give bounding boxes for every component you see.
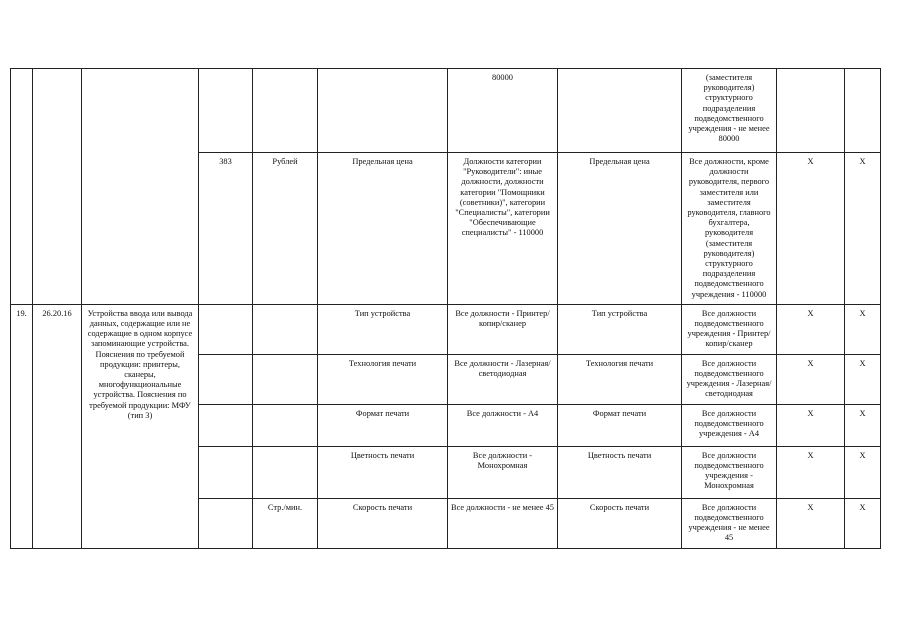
- cell-x2: X: [845, 304, 881, 354]
- cell-name: Устройства ввода или вывода данных, содержащие или не содержащие в одном корпусе запоминающие устройства. Пояснения по требуемой продукции: принтеры, сканеры, многофункциональные устройства. Пояснения по требуемой продукции: МФУ (тип 3): [82, 304, 199, 548]
- cell-unit: [253, 304, 318, 354]
- cell-num: [11, 153, 33, 305]
- cell-x1: X: [777, 498, 845, 548]
- cell-code-okei: [199, 354, 253, 404]
- cell-characteristic-2: Формат печати: [558, 404, 682, 446]
- cell-characteristic-2: Цветность печати: [558, 446, 682, 498]
- cell-x2: X: [845, 153, 881, 305]
- cell-characteristic: Цветность печати: [318, 446, 448, 498]
- table-row: [11, 304, 881, 354]
- cell-characteristic-2: Тип устройства: [558, 304, 682, 354]
- cell-unit: Рублей: [253, 153, 318, 305]
- cell-value: Все должности - Лазерная/светодиодная: [448, 354, 558, 404]
- cell-value-2: Все должности подведомственного учреждения - Принтер/копир/сканер: [682, 304, 777, 354]
- cell-code: [33, 69, 82, 153]
- cell-name: [82, 153, 199, 305]
- cell-value: Все должности - Принтер/копир/сканер: [448, 304, 558, 354]
- cell-unit: [253, 354, 318, 404]
- cell-value-2: Все должности подведомственного учреждения - Монохромная: [682, 446, 777, 498]
- cell-code-okei: [199, 304, 253, 354]
- cell-code-okei: [199, 446, 253, 498]
- cell-value: Все должности - Монохромная: [448, 446, 558, 498]
- cell-x2: X: [845, 498, 881, 548]
- cell-x2: X: [845, 446, 881, 498]
- cell-value: 80000: [448, 69, 558, 153]
- cell-value: Должности категории "Руководители": иные должности, должности категории "Помощники (советники)", категории "Специалисты", категории "Обеспечивающие специалисты" - 110000: [448, 153, 558, 305]
- cell-value-2: Все должности подведомственного учреждения - не менее 45: [682, 498, 777, 548]
- cell-characteristic: Тип устройства: [318, 304, 448, 354]
- cell-characteristic: Формат печати: [318, 404, 448, 446]
- cell-value: Все должности - А4: [448, 404, 558, 446]
- cell-x1: X: [777, 404, 845, 446]
- cell-x1: X: [777, 446, 845, 498]
- cell-num: [11, 69, 33, 153]
- cell-characteristic: Предельная цена: [318, 153, 448, 305]
- cell-characteristic-2: Скорость печати: [558, 498, 682, 548]
- cell-value-2: Все должности, кроме должности руководителя, первого заместителя или заместителя руководителя, главного бухгалтера, руководителя (заместителя руководителя) структурного подразделения подведомственного учреждения - 110000: [682, 153, 777, 305]
- cell-x1: X: [777, 153, 845, 305]
- requirements-table: [10, 68, 881, 549]
- cell-code-okei: [199, 69, 253, 153]
- cell-code-okei: [199, 498, 253, 548]
- cell-characteristic-2: Предельная цена: [558, 153, 682, 305]
- cell-characteristic-2: Технология печати: [558, 354, 682, 404]
- cell-unit: Стр./мин.: [253, 498, 318, 548]
- cell-x2: X: [845, 404, 881, 446]
- cell-value-2: (заместителя руководителя) структурного подразделения подведомственного учреждения - не менее 80000: [682, 69, 777, 153]
- cell-value-2: Все должности подведомственного учреждения - Лазерная/светодиодная: [682, 354, 777, 404]
- table-row: [11, 69, 881, 153]
- document-page: [10, 68, 880, 549]
- cell-num: 19.: [11, 304, 33, 548]
- cell-name: [82, 69, 199, 153]
- cell-x2: X: [845, 354, 881, 404]
- cell-code: 26.20.16: [33, 304, 82, 548]
- cell-x1: X: [777, 304, 845, 354]
- table-row: [11, 153, 881, 305]
- cell-code-okei: 383: [199, 153, 253, 305]
- cell-code-okei: [199, 404, 253, 446]
- cell-characteristic-2: [558, 69, 682, 153]
- cell-characteristic: [318, 69, 448, 153]
- cell-x1: X: [777, 354, 845, 404]
- cell-unit: [253, 404, 318, 446]
- cell-x1: [777, 69, 845, 153]
- cell-characteristic: Технология печати: [318, 354, 448, 404]
- cell-x2: [845, 69, 881, 153]
- cell-code: [33, 153, 82, 305]
- cell-value-2: Все должности подведомственного учреждения - А4: [682, 404, 777, 446]
- cell-characteristic: Скорость печати: [318, 498, 448, 548]
- cell-unit: [253, 69, 318, 153]
- cell-unit: [253, 446, 318, 498]
- cell-value: Все должности - не менее 45: [448, 498, 558, 548]
